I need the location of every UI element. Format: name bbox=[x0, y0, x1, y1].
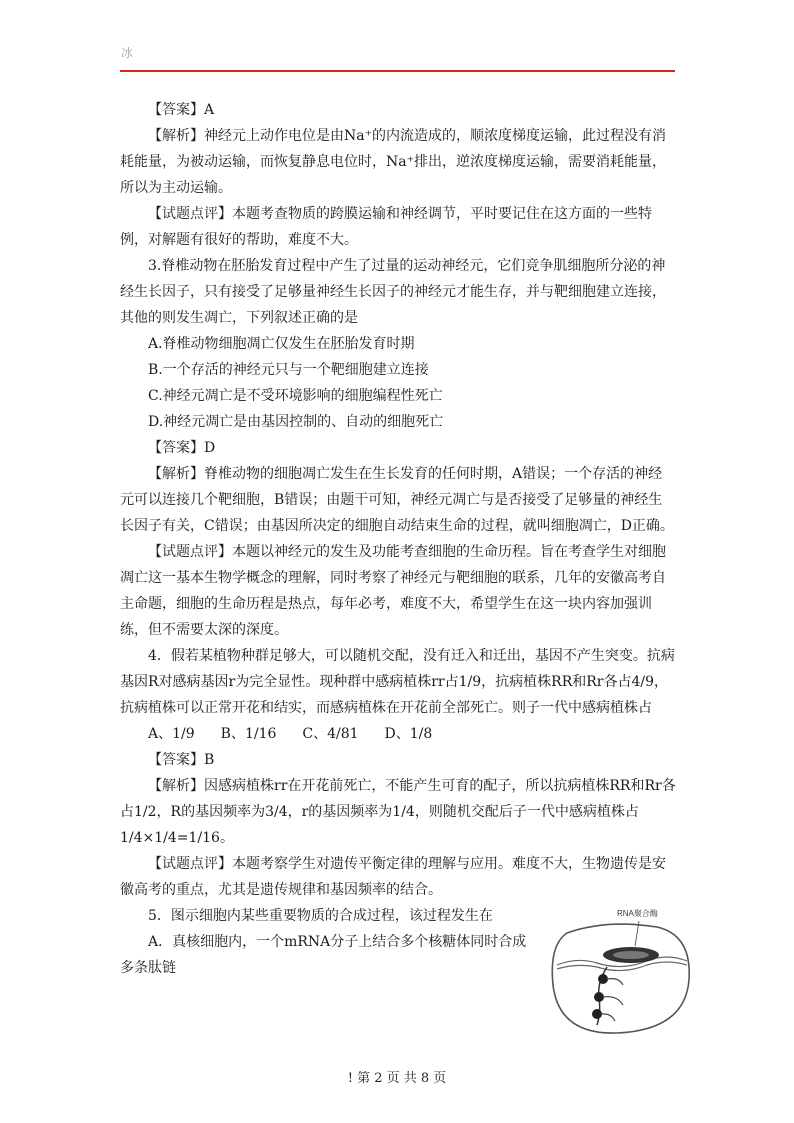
q4-option-c: C、4/81 bbox=[302, 726, 359, 742]
analysis-q3: 【解析】脊椎动物的细胞凋亡发生在生长发育的任何时期，A错误；一个存活的神经元可以连接几个靶细胞，B错误；由题干可知，神经元凋亡与是否接受了足够量的神经生长因子有关，C错误；由基因所决定的细胞自动结束生命的过程，就叫细胞凋亡，D正确。 bbox=[120, 466, 674, 534]
question-4: 4．假若某植物种群足够大，可以随机交配，没有迁入和迁出，基因不产生突变。抗病基因R对感病基因r为完全显性。现种群中感病植株rr占1/9，抗病植株RR和Rr各占4/9，抗病植株可以正常开花和结实，而感病植株在开花前全部死亡。则子一代中感病植株占 bbox=[120, 648, 675, 716]
answer-q4: 【答案】B bbox=[148, 752, 215, 768]
comment-q2: 【试题点评】本题考查物质的跨膜运输和神经调节，平时要记住在这方面的一些特例，对解题有很好的帮助，难度不大。 bbox=[120, 206, 652, 248]
q4-options bbox=[120, 721, 676, 747]
header-mark: 冰 bbox=[121, 46, 134, 60]
ribosome-2 bbox=[594, 992, 604, 1002]
q4-option-d: D、1/8 bbox=[384, 726, 433, 742]
comment-q4: 【试题点评】本题考察学生对遗传平衡定律的理解与应用。难度不大，生物遗传是安徽高考的重点，尤其是遗传规律和基因频率的结合。 bbox=[120, 856, 666, 898]
q3-option-b: B.一个存活的神经元只与一个靶细胞建立连接 bbox=[148, 362, 429, 378]
comment-q3: 【试题点评】本题以神经元的发生及功能考查细胞的生命历程。旨在考查学生对细胞凋亡这一基本生物学概念的理解，同时考察了神经元与靶细胞的联系，几年的安徽高考自主命题，细胞的生命历程是热点，每年必考，难度不大，希望学生在这一块内容加强训练，但不需要太深的深度。 bbox=[120, 544, 666, 638]
analysis-q2: 【解析】神经元上动作电位是由Na⁺的内流造成的，顺浓度梯度运输，此过程没有消耗能量，为被动运输，而恢复静息电位时，Na⁺排出，逆浓度梯度运输，需要消耗能量，所以为主动运输。 bbox=[120, 128, 666, 196]
question-3: 3.脊椎动物在胚胎发育过程中产生了过量的运动神经元，它们竞争肌细胞所分泌的神经生长因子，只有接受了足够量神经生长因子的神经元才能生存，并与靶细胞建立连接，其他的则发生凋亡，下列叙述正确的是 bbox=[120, 258, 666, 326]
cell-outline bbox=[552, 924, 689, 1033]
ribosome-3 bbox=[592, 1009, 602, 1019]
q4-option-b: B、1/16 bbox=[220, 726, 277, 742]
page-footer: ! 第 2 页 共 8 页 bbox=[347, 1071, 447, 1086]
cell-diagram bbox=[547, 905, 695, 1040]
q3-option-c: C.神经元凋亡是不受环境影响的细胞编程性死亡 bbox=[148, 388, 443, 404]
ribosome-1 bbox=[598, 974, 608, 984]
q4-option-a: A、1/9 bbox=[148, 726, 195, 742]
document-body bbox=[120, 97, 676, 981]
transcription-translation-figure bbox=[547, 905, 695, 1040]
header-rule bbox=[120, 70, 675, 72]
figure-label: RNA聚合酶 bbox=[617, 909, 658, 918]
q5-option-a: A．真核细胞内，一个mRNA分子上结合多个核糖体同时合成多条肽链 bbox=[120, 934, 527, 976]
question-5: 5．图示细胞内某些重要物质的合成过程，该过程发生在 bbox=[148, 908, 493, 924]
answer-q2: 【答案】A bbox=[148, 102, 215, 118]
q3-option-a: A.脊椎动物细胞凋亡仅发生在胚胎发育时期 bbox=[148, 336, 415, 352]
answer-q3: 【答案】D bbox=[148, 440, 216, 456]
q3-option-d: D.神经元凋亡是由基因控制的、自动的细胞死亡 bbox=[148, 414, 444, 430]
analysis-q4: 【解析】因感病植株rr在开花前死亡，不能产生可育的配子，所以抗病植株RR和Rr各占1/2，R的基因频率为3/4，r的基因频率为1/4，则随机交配后子一代中感病植株占1/4×1/4=1/16。 bbox=[120, 778, 676, 846]
